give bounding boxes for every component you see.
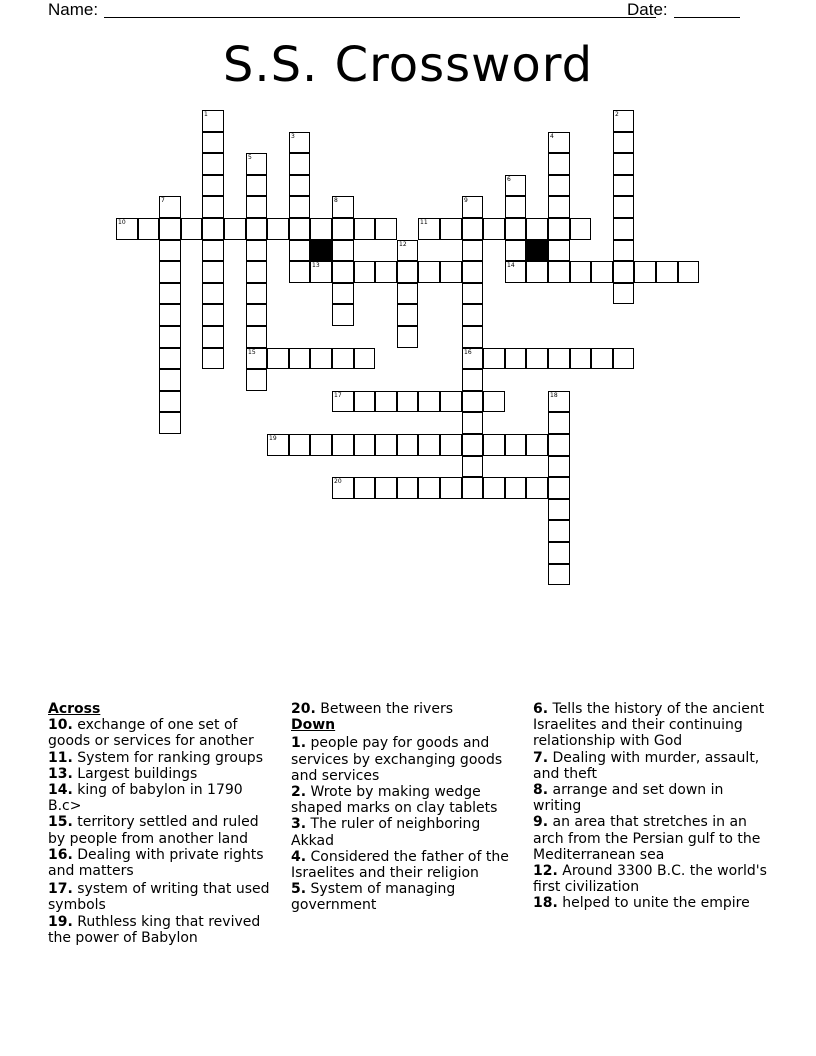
clue-number: 19 [269, 435, 277, 442]
grid-cell[interactable] [159, 283, 181, 304]
grid-cell[interactable] [505, 196, 526, 218]
grid-cell[interactable] [483, 391, 505, 412]
grid-cell[interactable] [613, 175, 634, 196]
grid-cell[interactable] [202, 348, 224, 369]
across-clue-20: 20. Between the rivers [291, 701, 453, 717]
grid-cell[interactable] [332, 434, 354, 456]
grid-cell[interactable] [548, 348, 570, 369]
grid-cell[interactable] [440, 434, 462, 456]
clue-number: 7 [161, 197, 165, 204]
grid-cell[interactable] [462, 348, 483, 369]
grid-cell[interactable] [570, 261, 591, 283]
grid-cell[interactable] [246, 196, 267, 218]
grid-cell[interactable] [548, 434, 570, 456]
grid-cell[interactable] [613, 240, 634, 261]
clue-number: 1 [204, 111, 208, 118]
grid-cell[interactable] [289, 175, 310, 196]
down-clue-2: 2. Wrote by making wedge shaped marks on clay tablets [291, 784, 498, 817]
grid-cell[interactable] [548, 477, 570, 499]
down-clue-18: 18. helped to unite the empire [533, 895, 750, 912]
grid-cell[interactable] [483, 434, 505, 456]
grid-cell[interactable] [289, 218, 310, 240]
date-label: Date: [627, 0, 668, 19]
grid-cell[interactable] [289, 132, 310, 153]
clue-number: 12 [399, 241, 407, 248]
grid-cell[interactable] [548, 261, 570, 283]
grid-cell[interactable] [483, 348, 505, 369]
grid-cell[interactable] [505, 261, 526, 283]
grid-cell[interactable] [289, 196, 310, 218]
grid-cell[interactable] [375, 218, 397, 240]
down-clue-9: 9. an area that stretches in an arch from the Persian gulf to the Mediterranean sea [533, 814, 761, 863]
grid-cell[interactable] [332, 283, 354, 304]
grid-cell[interactable] [159, 412, 181, 434]
grid-cell[interactable] [397, 477, 418, 499]
clues-column-left [48, 701, 278, 946]
clue-number: 13 [312, 262, 320, 269]
grid-cell[interactable] [116, 218, 138, 240]
clue-number: 6 [507, 176, 511, 183]
down-clue-8: 8. arrange and set down in writing [533, 782, 724, 815]
grid-cell[interactable] [159, 218, 181, 240]
grid-cell[interactable] [526, 261, 548, 283]
grid-cell[interactable] [548, 542, 570, 564]
grid-cell[interactable] [548, 391, 570, 412]
grid-cell[interactable] [613, 261, 634, 283]
clue-number: 14 [507, 262, 515, 269]
grid-cell[interactable] [224, 218, 246, 240]
grid-cell[interactable] [462, 218, 483, 240]
clue-number: 5 [248, 154, 252, 161]
grid-cell[interactable] [548, 499, 570, 520]
grid-cell[interactable] [397, 261, 418, 283]
grid-cell[interactable] [418, 434, 440, 456]
grid-cell[interactable] [159, 369, 181, 391]
across-clue-19: 19. Ruthless king that revived the power of Babylon [48, 913, 261, 946]
grid-cell[interactable] [462, 304, 483, 326]
page-title: S.S. Crossword [222, 37, 594, 93]
down-clue-6: 6. Tells the history of the ancient Israelites and their continuing relationship with God [533, 701, 765, 750]
grid-cell[interactable] [354, 477, 375, 499]
clue-number: 3 [291, 133, 295, 140]
grid-cell[interactable] [202, 110, 224, 132]
name-label: Name: [48, 0, 99, 19]
grid-cell[interactable] [246, 240, 267, 261]
clue-number: 11 [420, 219, 428, 226]
grid-cell[interactable] [289, 434, 310, 456]
grid-cell[interactable] [418, 391, 440, 412]
grid-cell[interactable] [375, 434, 397, 456]
grid-cell[interactable] [548, 153, 570, 175]
grid-cell[interactable] [462, 326, 483, 348]
grid-cell[interactable] [526, 434, 548, 456]
grid-cell[interactable] [397, 434, 418, 456]
grid-cell[interactable] [418, 261, 440, 283]
black-cell [310, 240, 332, 261]
grid-cell[interactable] [289, 153, 310, 175]
grid-cell[interactable] [159, 348, 181, 369]
grid-cell[interactable] [246, 153, 267, 175]
grid-cell[interactable] [418, 218, 440, 240]
clues-column-right [533, 701, 773, 912]
grid-cell[interactable] [634, 261, 656, 283]
grid-cell[interactable] [202, 304, 224, 326]
grid-cell[interactable] [375, 477, 397, 499]
grid-cell[interactable] [246, 369, 267, 391]
grid-cell[interactable] [440, 477, 462, 499]
grid-cell[interactable] [613, 153, 634, 175]
black-cell [526, 240, 548, 261]
grid-cell[interactable] [570, 348, 591, 369]
clue-number: 20 [334, 478, 342, 485]
grid-cell[interactable] [548, 240, 570, 261]
name-line[interactable] [104, 17, 656, 18]
grid-cell[interactable] [505, 434, 526, 456]
grid-cell[interactable] [289, 240, 310, 261]
grid-cell[interactable] [548, 196, 570, 218]
across-clue-10: 10. exchange of one set of goods or services for another [48, 717, 254, 750]
grid-cell[interactable] [548, 520, 570, 542]
grid-cell[interactable] [613, 283, 634, 304]
grid-cell[interactable] [462, 412, 483, 434]
clue-number: 2 [615, 111, 619, 118]
grid-cell[interactable] [332, 240, 354, 261]
grid-cell[interactable] [310, 261, 332, 283]
grid-cell[interactable] [462, 456, 483, 477]
across-clue-11: 11. System for ranking groups [48, 749, 263, 766]
grid-cell[interactable] [246, 326, 267, 348]
clue-number: 17 [334, 392, 342, 399]
grid-cell[interactable] [548, 564, 570, 585]
grid-cell[interactable] [159, 391, 181, 412]
grid-cell[interactable] [267, 218, 289, 240]
across-clue-13: 13. Largest buildings [48, 765, 198, 782]
grid-cell[interactable] [138, 218, 159, 240]
grid-cell[interactable] [246, 348, 267, 369]
grid-cell[interactable] [440, 218, 462, 240]
grid-cell[interactable] [656, 261, 678, 283]
grid-cell[interactable] [332, 348, 354, 369]
grid-cell[interactable] [548, 175, 570, 196]
grid-cell[interactable] [613, 348, 634, 369]
grid-cell[interactable] [397, 326, 418, 348]
grid-cell[interactable] [591, 348, 613, 369]
clue-number: 18 [550, 392, 558, 399]
grid-cell[interactable] [462, 477, 483, 499]
grid-cell[interactable] [613, 218, 634, 240]
grid-cell[interactable] [505, 477, 526, 499]
down-heading: Down [291, 717, 336, 734]
grid-cell[interactable] [310, 218, 332, 240]
date-line[interactable] [674, 17, 740, 18]
grid-cell[interactable] [332, 261, 354, 283]
grid-cell[interactable] [462, 434, 483, 456]
grid-cell[interactable] [202, 283, 224, 304]
grid-cell[interactable] [505, 348, 526, 369]
grid-cell[interactable] [548, 456, 570, 477]
grid-cell[interactable] [202, 261, 224, 283]
grid-cell[interactable] [267, 348, 289, 369]
across-clue-16: 16. Dealing with private rights and matters [48, 846, 264, 880]
down-clue-4: 4. Considered the father of the Israelites and their religion [291, 848, 509, 882]
grid-cell[interactable] [354, 391, 375, 412]
grid-cell[interactable] [462, 369, 483, 391]
across-clue-15: 15. territory settled and ruled by people from another land [48, 814, 259, 847]
grid-cell[interactable] [613, 196, 634, 218]
clue-number: 16 [464, 349, 472, 356]
grid-cell[interactable] [354, 261, 375, 283]
grid-cell[interactable] [332, 391, 354, 412]
down-clue-7: 7. Dealing with murder, assault, and theft [533, 749, 760, 782]
clues-column-middle [291, 701, 526, 914]
grid-cell[interactable] [678, 261, 699, 283]
grid-cell[interactable] [397, 391, 418, 412]
grid-cell[interactable] [483, 218, 505, 240]
grid-cell[interactable] [440, 261, 462, 283]
grid-cell[interactable] [375, 391, 397, 412]
grid-cell[interactable] [483, 477, 505, 499]
across-clue-14: 14. king of babylon in 1790 B.c> [48, 782, 243, 815]
grid-cell[interactable] [462, 283, 483, 304]
grid-cell[interactable] [332, 218, 354, 240]
grid-cell[interactable] [526, 477, 548, 499]
down-clue-5: 5. System of managing government [291, 881, 456, 914]
grid-cell[interactable] [462, 240, 483, 261]
grid-cell[interactable] [159, 261, 181, 283]
grid-cell[interactable] [397, 240, 418, 261]
grid-cell[interactable] [548, 132, 570, 153]
header [48, 0, 748, 22]
down-clue-12: 12. Around 3300 B.C. the world's first civilization [533, 863, 767, 896]
grid-cell[interactable] [505, 218, 526, 240]
down-clue-1: 1. people pay for goods and services by exchanging goods and services [291, 735, 503, 784]
grid-cell[interactable] [310, 348, 332, 369]
grid-cell[interactable] [526, 218, 548, 240]
grid-cell[interactable] [202, 132, 224, 153]
grid-cell[interactable] [440, 391, 462, 412]
grid-cell[interactable] [397, 283, 418, 304]
grid-cell[interactable] [310, 434, 332, 456]
grid-cell[interactable] [570, 218, 591, 240]
grid-cell[interactable] [548, 218, 570, 240]
grid-cell[interactable] [505, 240, 526, 261]
grid-cell[interactable] [289, 348, 310, 369]
clue-number: 8 [334, 197, 338, 204]
grid-cell[interactable] [246, 304, 267, 326]
across-clue-17: 17. system of writing that used symbols [48, 881, 270, 914]
grid-cell[interactable] [375, 261, 397, 283]
grid-cell[interactable] [462, 196, 483, 218]
grid-cell[interactable] [613, 110, 634, 132]
grid-cell[interactable] [159, 304, 181, 326]
grid-cell[interactable] [462, 261, 483, 283]
grid-cell[interactable] [332, 196, 354, 218]
down-clue-3: 3. The ruler of neighboring Akkad [291, 816, 481, 849]
grid-cell[interactable] [418, 477, 440, 499]
grid-cell[interactable] [202, 326, 224, 348]
grid-cell[interactable] [202, 218, 224, 240]
grid-cell[interactable] [354, 434, 375, 456]
grid-cell[interactable] [246, 261, 267, 283]
clue-number: 4 [550, 133, 554, 140]
clue-number: 15 [248, 349, 256, 356]
grid-cell[interactable] [591, 261, 613, 283]
grid-cell[interactable] [462, 391, 483, 412]
grid-cell[interactable] [613, 132, 634, 153]
grid-cell[interactable] [246, 218, 267, 240]
grid-cell[interactable] [159, 196, 181, 218]
grid-cell[interactable] [526, 348, 548, 369]
grid-cell[interactable] [202, 196, 224, 218]
grid-cell[interactable] [289, 261, 310, 283]
grid-cell[interactable] [159, 240, 181, 261]
grid-cell[interactable] [505, 175, 526, 196]
grid-cell[interactable] [202, 175, 224, 196]
grid-cell[interactable] [354, 218, 375, 240]
grid-cell[interactable] [159, 326, 181, 348]
clue-number: 10 [118, 219, 126, 226]
grid-cell[interactable] [548, 412, 570, 434]
grid-cell[interactable] [354, 348, 375, 369]
grid-cell[interactable] [202, 153, 224, 175]
grid-cell[interactable] [332, 304, 354, 326]
grid-cell[interactable] [246, 283, 267, 304]
clue-number: 9 [464, 197, 468, 204]
grid-cell[interactable] [397, 304, 418, 326]
across-heading: Across [48, 701, 101, 717]
grid-cell[interactable] [332, 477, 354, 499]
grid-cell[interactable] [181, 218, 202, 240]
grid-cell[interactable] [246, 175, 267, 196]
grid-cell[interactable] [267, 434, 289, 456]
grid-cell[interactable] [202, 240, 224, 261]
